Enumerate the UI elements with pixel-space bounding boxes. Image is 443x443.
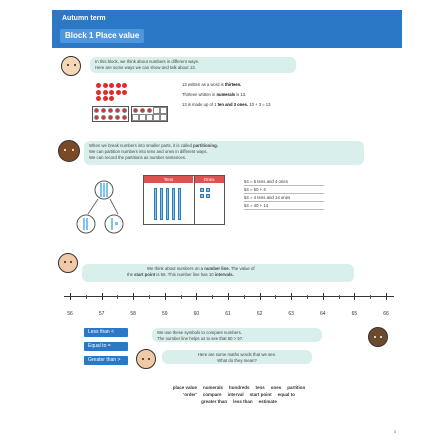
- block-title: Block 1 Place value: [60, 29, 144, 43]
- tens-header: Tens: [144, 176, 194, 183]
- number-line-label: 63: [288, 311, 294, 317]
- vocab-word: ones: [270, 385, 282, 390]
- child-face-icon: [136, 349, 156, 369]
- greater-than-label: Greater than >: [84, 356, 128, 365]
- number-line-tick: [133, 293, 134, 300]
- number-line-bubble: We think about numbers on a number line. The value of the start point is 56. This number line has 10 intervals.: [82, 264, 354, 282]
- place-value-counters: [74, 178, 134, 248]
- number-line-minor-tick: [307, 295, 308, 299]
- vocab-word: greater than: [201, 399, 228, 404]
- child-face-icon: [368, 327, 388, 347]
- number-line-minor-tick: [370, 295, 371, 299]
- counters-thirteen: [96, 83, 127, 101]
- vocab-word: equal to: [277, 392, 295, 397]
- ones-header: Ones: [194, 176, 224, 183]
- number-line-label: 59: [162, 311, 168, 317]
- child-face-icon: [61, 56, 81, 76]
- number-line-tick: [228, 293, 229, 300]
- partition-notes: 54 = 5 tens and 4 ones 54 = 50 + 4 54 = 4 tens and 14 ones 54 = 40 + 14: [244, 178, 324, 210]
- vocab-word: 'order': [183, 392, 197, 397]
- vocab-word: tens: [255, 385, 265, 390]
- page-header: [52, 10, 402, 48]
- vocab-word: place value: [172, 385, 197, 390]
- number-line-label: 61: [225, 311, 231, 317]
- number-line-minor-tick: [149, 295, 150, 299]
- number-line-tick: [165, 293, 166, 300]
- less-than-label: Less than <: [84, 328, 128, 337]
- number-line-minor-tick: [212, 295, 213, 299]
- page-number: 3: [393, 429, 396, 434]
- number-line-minor-tick: [117, 295, 118, 299]
- number-line-label: 64: [320, 311, 326, 317]
- number-line-tick: [386, 293, 387, 300]
- child-face-icon: [58, 253, 78, 273]
- number-line-tick: [323, 293, 324, 300]
- number-line-label: 62: [256, 311, 263, 317]
- number-line-tick: [260, 293, 261, 300]
- child-face-icon: [58, 140, 80, 162]
- intro-line-2: Here are some ways we can show and talk about 13.: [95, 65, 196, 70]
- vocabulary-list: [144, 384, 334, 405]
- ten-frame-partial: [131, 106, 168, 122]
- vocab-word: partition: [287, 385, 306, 390]
- place-value-chart: [143, 175, 225, 225]
- number-line-label: 57: [98, 311, 105, 317]
- vocab-word: less than: [233, 399, 253, 404]
- number-line-label: 60: [193, 311, 200, 317]
- number-line-minor-tick: [244, 295, 245, 299]
- symbols-bubble: We use these symbols to compare numbers. The number line helps us to see that 60 > 57.: [152, 328, 322, 342]
- number-line-minor-tick: [86, 295, 87, 299]
- equal-to-label: Equal to =: [84, 342, 128, 351]
- number-line-tick: [70, 293, 71, 300]
- intro-line-1: In this block, we think about numbers in different ways.: [95, 59, 200, 64]
- number-line-minor-tick: [275, 295, 276, 299]
- number-line-label: 66: [383, 311, 389, 317]
- vocab-word: interval: [227, 392, 244, 397]
- number-line-label: 56: [67, 311, 73, 317]
- number-line-label: 65: [351, 311, 358, 317]
- maths-words-bubble: Here are some maths words that we see. What do they mean?: [162, 350, 312, 364]
- number-line-minor-tick: [181, 295, 182, 299]
- intro-bubble: [90, 57, 296, 73]
- vocab-word: start point: [249, 392, 272, 397]
- thirteen-notes: 13 written as a word is thirteen. Thirteen written in numerals is 13. 13 is made up of 1 ten and 3 ones. 10 + 3 = 13: [182, 82, 271, 107]
- number-line-tick: [102, 293, 103, 300]
- number-line-tick: [196, 293, 197, 300]
- vocab-word: hundreds: [228, 385, 250, 390]
- vocab-word: compare: [202, 392, 222, 397]
- number-line-label: 58: [130, 311, 136, 317]
- vocab-word: estimate: [258, 399, 277, 404]
- term-label: Autumn term: [62, 15, 106, 22]
- number-line: [64, 296, 394, 297]
- workbook-page: [52, 10, 402, 438]
- ten-frame-full: [92, 106, 129, 122]
- number-line-tick: [291, 293, 292, 300]
- vocab-word: numerals: [202, 385, 223, 390]
- number-line-minor-tick: [339, 295, 340, 299]
- partition-bubble: When we break numbers into smaller parts, it is called partitioning. We can partition numbers into tens and ones in different ways. We can record the partitions as number sentences.: [84, 141, 364, 165]
- number-line-tick: [354, 293, 355, 300]
